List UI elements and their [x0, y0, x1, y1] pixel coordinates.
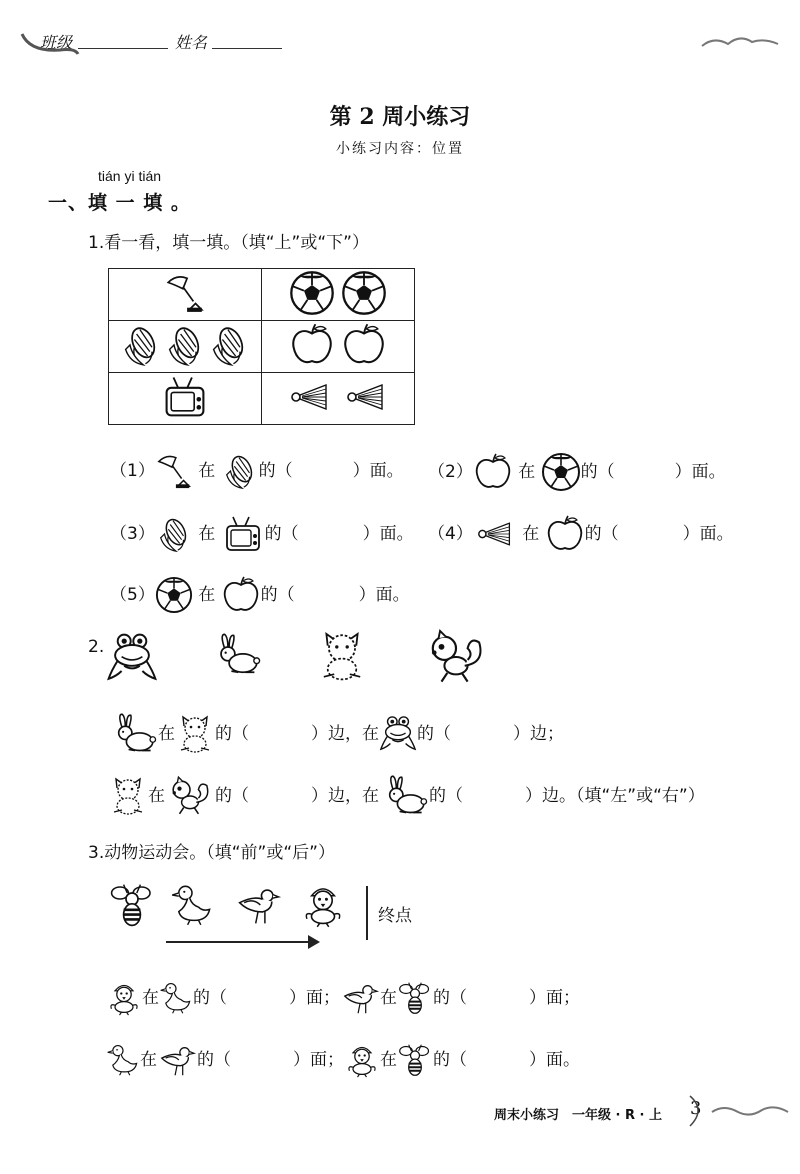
word-de: 的（: [417, 724, 451, 744]
word-zai: 在: [380, 1050, 397, 1070]
word-zai: 在: [198, 524, 216, 544]
pigeon-icon: [157, 1041, 197, 1079]
name-underline: [212, 48, 282, 49]
rabbit-icon: [379, 774, 429, 818]
page-number-arc: [686, 1094, 710, 1128]
word-mian: ）面。: [674, 462, 726, 482]
corn-icon: [155, 515, 193, 553]
word-de: 的（: [580, 462, 615, 482]
cell-balls: [262, 269, 415, 321]
q1-item-3: [110, 514, 414, 554]
apple-icon: [221, 575, 261, 615]
page-title: 第 2 周小练习: [329, 104, 471, 130]
word-bian-zai: ）边，在: [311, 724, 379, 744]
duck-icon: [159, 978, 193, 1018]
word-de: 的（: [584, 524, 619, 544]
soccer-ball-icon: [541, 452, 581, 492]
q1-item-5: [110, 575, 410, 615]
footer-wave-decoration: [710, 1100, 790, 1122]
brush-stroke-left: [20, 28, 80, 58]
corn-icon: [119, 323, 163, 367]
shuttlecock-icon: [473, 516, 517, 552]
rabbit-icon: [208, 632, 264, 678]
section-heading: 一、填 一 填 。: [48, 192, 191, 214]
cell-lamp: [109, 269, 262, 321]
section-pinyin: tián yi tián: [98, 168, 162, 184]
corn-icon: [221, 452, 259, 490]
word-zai: 在: [522, 524, 540, 544]
word-de: 的（: [264, 524, 299, 544]
cat-icon: [108, 775, 148, 817]
apple-icon: [545, 514, 585, 554]
footer-text: 周末小练习 一年级 · R · 上: [494, 1108, 662, 1123]
word-mian: ）面。: [682, 524, 734, 544]
tv-icon: [159, 374, 211, 420]
chick-icon: [106, 978, 142, 1018]
q2-number: 2.: [88, 637, 105, 657]
finish-label: 终点: [378, 906, 412, 926]
apple-icon: [473, 452, 513, 492]
page-number: 3: [690, 1098, 702, 1119]
item-number: （1）: [110, 461, 155, 481]
cat-icon: [316, 628, 368, 684]
q3-line-2: [106, 1040, 580, 1080]
pigeon-icon: [340, 979, 380, 1017]
word-mian: ）面；: [529, 988, 580, 1008]
word-de: 的（: [429, 786, 463, 806]
squirrel-icon: [165, 775, 215, 817]
finish-line: [366, 886, 368, 940]
class-underline: [78, 48, 168, 49]
tv-icon: [221, 514, 265, 554]
page-subtitle: 小练习内容：位置: [336, 141, 464, 157]
word-de: 的（: [215, 724, 249, 744]
q1-item-2: [428, 452, 726, 492]
q3-line-1: [106, 978, 580, 1018]
word-zai: 在: [148, 786, 165, 806]
word-mian: ）面；: [289, 988, 340, 1008]
class-label: 班级: [40, 33, 73, 52]
word-mian: ）面。: [358, 585, 410, 605]
chick-icon: [344, 1040, 380, 1080]
cat-icon: [175, 713, 215, 755]
word-de: 的（: [433, 988, 467, 1008]
bee-icon: [397, 978, 433, 1018]
word-mian: ）面。: [529, 1050, 580, 1070]
word-de: 的（: [260, 585, 295, 605]
word-de: 的（: [433, 1050, 467, 1070]
lamp-icon: [155, 452, 193, 490]
cell-corn: [109, 321, 262, 373]
word-bian-zai: ）边，在: [311, 786, 379, 806]
q1-item-4: [428, 514, 734, 554]
word-mian: ）面。: [362, 524, 414, 544]
word-zai: 在: [158, 724, 175, 744]
soccer-ball-icon: [289, 270, 335, 316]
bee-icon: [397, 1040, 433, 1080]
frog-icon: [379, 712, 417, 756]
q1-picture-table: [108, 268, 415, 425]
frog-icon: [106, 628, 158, 688]
q3-prompt: 3.动物运动会。（填“前”或“后”）: [88, 843, 335, 863]
word-zai: 在: [380, 988, 397, 1008]
word-bian: ）边。（填“左”或“右”）: [525, 786, 705, 806]
word-zai: 在: [140, 1050, 157, 1070]
word-mian: ）面；: [293, 1050, 344, 1070]
corn-icon: [207, 323, 251, 367]
word-zai: 在: [198, 461, 216, 481]
item-number: （4）: [428, 524, 473, 544]
word-de: 的（: [197, 1050, 231, 1070]
chick-icon: [300, 880, 346, 930]
word-de: 的（: [258, 461, 293, 481]
word-mian: ）面。: [352, 461, 404, 481]
lamp-icon: [164, 272, 206, 314]
soccer-ball-icon: [155, 576, 193, 614]
shuttlecock-icon: [285, 377, 335, 417]
duck-icon: [170, 880, 214, 930]
cell-apples: [262, 321, 415, 373]
q1-prompt: 1.看一看，填一填。（填“上”或“下”）: [88, 233, 369, 253]
soccer-ball-icon: [341, 270, 387, 316]
word-de: 的（: [193, 988, 227, 1008]
shuttlecock-icon: [341, 377, 391, 417]
q2-line-1: [108, 712, 564, 756]
q2-line-2: [108, 774, 705, 818]
name-label: 姓名: [175, 33, 208, 52]
item-number: （2）: [428, 462, 473, 482]
word-zai: 在: [198, 585, 216, 605]
apple-icon: [289, 322, 335, 368]
bee-icon: [108, 880, 156, 930]
direction-arrow: [166, 941, 312, 943]
corn-icon: [163, 323, 207, 367]
cell-tv: [109, 373, 262, 425]
arrow-head-icon: [308, 935, 322, 949]
word-zai: 在: [142, 988, 159, 1008]
pigeon-icon: [230, 882, 286, 928]
apple-icon: [341, 322, 387, 368]
word-zai: 在: [518, 462, 536, 482]
duck-icon: [106, 1040, 140, 1080]
squirrel-icon: [422, 628, 490, 686]
cell-shuttlecocks: [262, 373, 415, 425]
word-de: 的（: [215, 786, 249, 806]
q1-item-1: [110, 452, 404, 490]
rabbit-icon: [108, 712, 158, 756]
word-bian: ）边；: [513, 724, 564, 744]
item-number: （3）: [110, 524, 155, 544]
item-number: （5）: [110, 585, 155, 605]
cloud-decoration: [700, 30, 780, 54]
